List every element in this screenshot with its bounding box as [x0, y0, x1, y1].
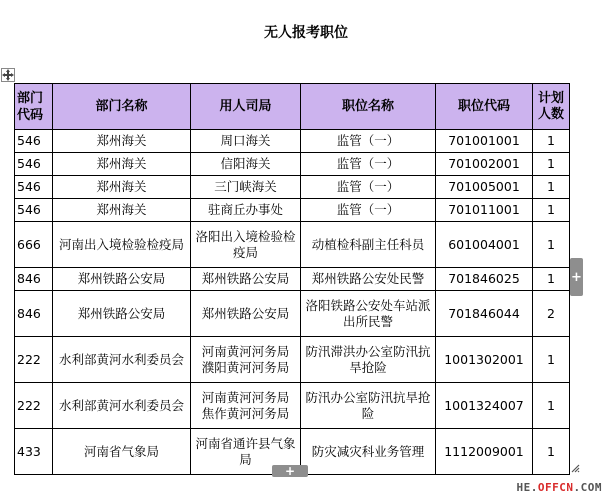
cell-dept-name: 郑州海关 — [53, 153, 191, 176]
cell-quota: 1 — [533, 222, 570, 268]
table-move-handle-icon[interactable] — [1, 68, 15, 82]
cell-quota: 1 — [533, 268, 570, 291]
header-cell-bureau: 用人司局 — [191, 84, 301, 130]
cell-position-name: 防汛滞洪办公室防汛抗旱抢险 — [301, 337, 436, 383]
cell-position-code: 701002001 — [436, 153, 533, 176]
cell-position-name: 郑州铁路公安处民警 — [301, 268, 436, 291]
header-cell-position-code: 职位代码 — [436, 84, 533, 130]
page-title: 无人报考职位 — [264, 25, 348, 41]
cell-bureau: 驻商丘办事处 — [191, 199, 301, 222]
cell-position-code: 1001302001 — [436, 337, 533, 383]
cell-dept-code: 666 — [15, 222, 53, 268]
cell-dept-code: 546 — [15, 199, 53, 222]
cell-quota: 1 — [533, 429, 570, 475]
watermark-brand: OFFCN — [537, 481, 574, 494]
positions-table — [14, 83, 570, 475]
table-row — [15, 130, 570, 153]
cell-bureau: 三门峡海关 — [191, 176, 301, 199]
watermark: HE.OFFCN.COM — [516, 481, 602, 494]
table-row — [15, 268, 570, 291]
cell-dept-code: 846 — [15, 291, 53, 337]
table-row — [15, 383, 570, 429]
table-row — [15, 199, 570, 222]
table-row — [15, 337, 570, 383]
table-header-row — [15, 84, 570, 130]
table-resize-handle-icon[interactable] — [570, 463, 580, 473]
insert-row-button[interactable] — [272, 465, 308, 477]
plus-icon: + — [284, 464, 296, 478]
cell-position-code: 701005001 — [436, 176, 533, 199]
cell-quota: 1 — [533, 130, 570, 153]
cell-dept-name: 郑州海关 — [53, 130, 191, 153]
header-cell-dept-name: 部门名称 — [53, 84, 191, 130]
cell-position-name: 动植检科副主任科员 — [301, 222, 436, 268]
cell-dept-name: 河南省气象局 — [53, 429, 191, 475]
cell-dept-name: 河南出入境检验检疫局 — [53, 222, 191, 268]
cell-bureau: 信阳海关 — [191, 153, 301, 176]
cell-position-name: 监管（一） — [301, 176, 436, 199]
cell-dept-code: 546 — [15, 153, 53, 176]
cell-position-name: 监管（一） — [301, 130, 436, 153]
cell-bureau: 河南黄河河务局 焦作黄河河务局 — [191, 383, 301, 429]
cell-quota: 1 — [533, 199, 570, 222]
cell-bureau: 洛阳出入境检验检疫局 — [191, 222, 301, 268]
header-cell-quota: 计划 人数 — [533, 84, 570, 130]
cell-position-name: 防灾减灾科业务管理 — [301, 429, 436, 475]
cell-dept-code: 846 — [15, 268, 53, 291]
plus-icon: + — [571, 269, 582, 285]
cell-bureau: 河南黄河河务局 濮阳黄河河务局 — [191, 337, 301, 383]
cell-position-code: 1112009001 — [436, 429, 533, 475]
insert-column-button[interactable] — [570, 258, 583, 296]
cell-position-name: 监管（一） — [301, 153, 436, 176]
cell-dept-name: 郑州海关 — [53, 176, 191, 199]
header-cell-position-name: 职位名称 — [301, 84, 436, 130]
cell-dept-code: 222 — [15, 383, 53, 429]
table-row — [15, 153, 570, 176]
cell-position-code: 601004001 — [436, 222, 533, 268]
cell-bureau: 河南省通许县气象局 — [191, 429, 301, 475]
cell-position-code: 701846025 — [436, 268, 533, 291]
cell-quota: 1 — [533, 383, 570, 429]
cell-position-code: 701011001 — [436, 199, 533, 222]
cell-dept-name: 水利部黄河水利委员会 — [53, 337, 191, 383]
cell-dept-code: 546 — [15, 130, 53, 153]
cell-bureau: 郑州铁路公安局 — [191, 268, 301, 291]
table-row — [15, 222, 570, 268]
cell-position-code: 1001324007 — [436, 383, 533, 429]
cell-quota: 2 — [533, 291, 570, 337]
cell-position-name: 防汛办公室防汛抗旱抢险 — [301, 383, 436, 429]
cell-dept-code: 433 — [15, 429, 53, 475]
cell-dept-name: 郑州铁路公安局 — [53, 291, 191, 337]
cell-quota: 1 — [533, 337, 570, 383]
table-row — [15, 176, 570, 199]
table-row — [15, 291, 570, 337]
cell-dept-name: 郑州铁路公安局 — [53, 268, 191, 291]
cell-quota: 1 — [533, 176, 570, 199]
cell-dept-code: 546 — [15, 176, 53, 199]
cell-bureau: 周口海关 — [191, 130, 301, 153]
cell-bureau: 郑州铁路公安局 — [191, 291, 301, 337]
cell-quota: 1 — [533, 153, 570, 176]
cell-dept-name: 水利部黄河水利委员会 — [53, 383, 191, 429]
cell-position-name: 监管（一） — [301, 199, 436, 222]
cell-position-name: 洛阳铁路公安处车站派出所民警 — [301, 291, 436, 337]
cell-position-code: 701001001 — [436, 130, 533, 153]
cell-dept-name: 郑州海关 — [53, 199, 191, 222]
cell-dept-code: 222 — [15, 337, 53, 383]
cell-position-code: 701846044 — [436, 291, 533, 337]
header-cell-dept-code: 部门 代码 — [15, 84, 53, 130]
